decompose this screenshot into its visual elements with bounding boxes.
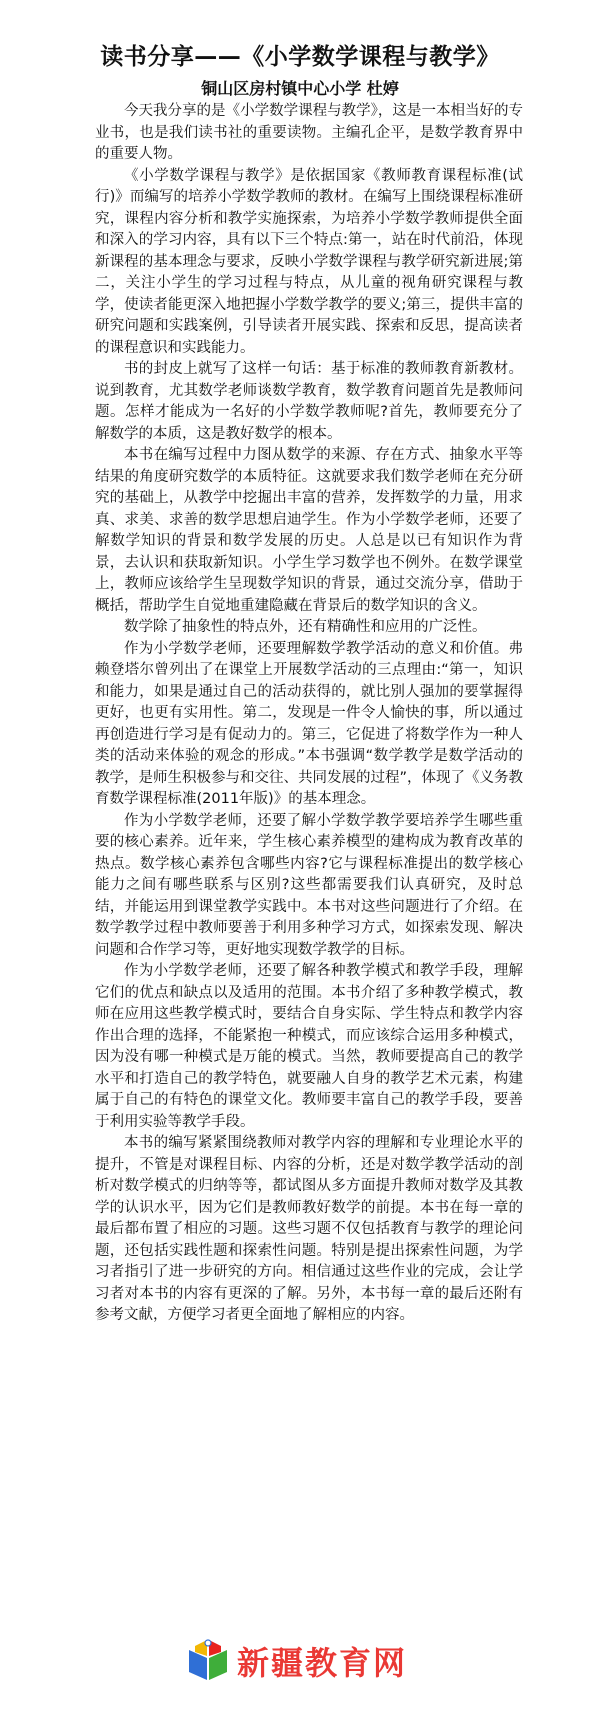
paragraph: 作为小学数学老师，还要理解数学教学活动的意义和价值。弗赖登塔尔曾列出了在课堂上开展数学活动的三点理由:“第一，知识和能力，如果是通过自己的活动获得的，就比别人强加的要掌握得更好，也更有实用性。第二，发现是一件令人愉快的事，所以通过再创造进行学习是有促动力的。第三，它促进了将数学作为一种人类的活动来体验的观念的形成。”本书强调“数学教学是数学活动的教学，是师生积极参与和交往、共同发展的过程”，体现了《义务教育数学课程标准(2011年版)》的基本理念。: [95, 640, 524, 807]
document-body: [95, 101, 523, 1327]
document-title: 读书分享——《小学数学课程与教学》: [100, 44, 500, 70]
paragraph: 《小学数学课程与教学》是依据国家《教师教育课程标准(试行)》而编写的培养小学数学教师的教材。在编写上围绕课程标准研究，课程内容分析和教学实施探索，为培养小学数学教师提供全面和深入的学习内容，具有以下三个特点:第一，站在时代前沿，体现新课程的基本理念与要求，反映小学数学课程与教学研究新进展;第二，关注小学生的学习过程与特点，从儿童的视角研究课程与教学，使读者能更深入地把握小学数学教学的要义;第三，提供丰富的研究问题和实践案例，引导读者开展实践、探索和反思，提高读者的课程意识和实践能力。: [95, 167, 523, 356]
paragraph: 本书的编写紧紧围绕教师对教学内容的理解和专业理论水平的提升，不管是对课程目标、内容的分析，还是对数学教学活动的剖析对数学模式的归纳等等，都试图从多方面提升教师对数学及其教学的认识水平，因为它们是教师教好数学的前提。本书在每一章的最后都布置了相应的习题。这些习题不仅包括教育与教学的理论问题，还包括实践性题和探索性问题。特别是提出探索性问题，为学习者指引了进一步研究的方向。相信通过这些作业的完成，会让学习者对本书的内容有更深的了解。另外，本书每一章的最后还附有参考文献，方便学习者更全面地了解相应的内容。: [95, 1135, 523, 1323]
paragraph: 作为小学数学老师，还要了解各种教学模式和教学手段，理解它们的优点和缺点以及适用的范围。本书介绍了多种教学模式，教师在应用这些教学模式时，要结合自身实际、学生特点和教学内容作出合理的选择，不能紧抱一种模式，而应该综合运用多种模式，因为没有哪一种模式是万能的模式。当然，教师要提高自己的教学水平和打造自己的教学特色，就要融人自身的教学艺术元素，构建属于自己的有特色的课堂文化。教师要丰富自己的教学手段，要善于利用实验等教学手段。: [95, 963, 523, 1130]
paragraph: 书的封皮上就写了这样一句话：基于标准的教师教育新教材。说到教育，尤其数学老师谈数学教育，数学教育问题首先是教师问题。怎样才能成为一名好的小学数学教师呢?首先，教师要充分了解数学的本质，这是教好数学的根本。: [95, 361, 523, 442]
book-logo-icon: [185, 1636, 231, 1682]
paragraph: 作为小学数学老师，还要了解小学数学教学要培养学生哪些重要的核心素养。近年来，学生核心素养模型的建构成为教育改革的热点。数学核心素养包含哪些内容?它与课程标准提出的数学核心能力之间有哪些联系与区别?这些都需要我们认真研究，及时总结，并能运用到课堂教学实践中。本书对这些问题进行了介绍。在数学教学过程中教师要善于利用多种学习方式，如探索发现、解决问题和合作学习等，更好地实现数学教学的目标。: [95, 812, 523, 958]
paragraph: 本书在编写过程中力图从数学的来源、存在方式、抽象水平等结果的角度研究数学的本质特征。这就要求我们数学老师在充分研究的基础上，从教学中挖掘出丰富的营养，发挥数学的力量，用求真、求美、求善的数学思想启迪学生。作为小学数学老师，还要了解数学知识的背景和数学发展的历史。人总是以已有知识作为背景，去认识和获取新知识。小学生学习数学也不例外。在数学课堂上，教师应该给学生呈现数学知识的背景，通过交流分享，借助于概括，帮助学生自觉地重建隐藏在背景后的数学知识的含义。: [95, 447, 523, 614]
paragraph: 数学除了抽象性的特点外，还有精确性和应用的广泛性。: [124, 619, 487, 635]
watermark: [185, 1634, 435, 1684]
author-line: 铜山区房村镇中心小学 杜婷: [201, 79, 399, 98]
watermark-text: 新疆教育网: [237, 1644, 408, 1682]
paragraph: 今天我分享的是《小学数学课程与教学》，这是一本相当好的专业书，也是我们读书社的重要读物。主编孔企平，是数学教育界中的重要人物。: [95, 103, 523, 162]
